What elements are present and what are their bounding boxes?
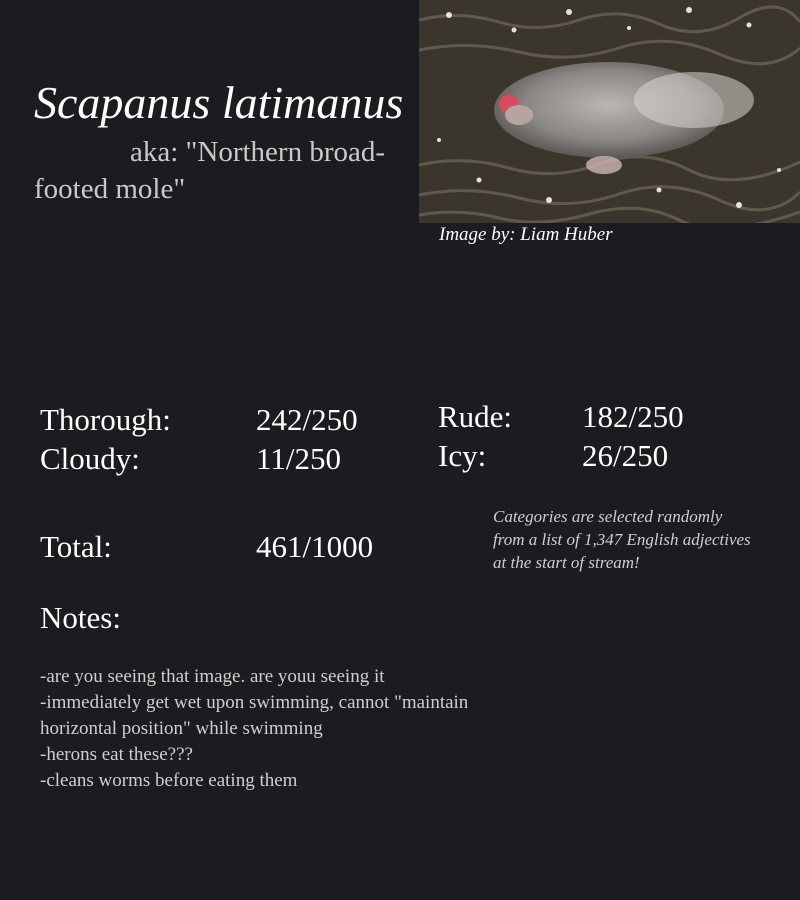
stat-cloudy-value: 11/250 (256, 441, 341, 476)
stat-icy-value: 26/250 (582, 438, 669, 473)
photo-credit: Image by: Liam Huber (439, 224, 613, 245)
stat-total-label: Total: (40, 529, 112, 564)
list-item: -herons eat these??? (40, 744, 193, 765)
stat-rude-value: 182/250 (582, 399, 684, 434)
list-item: -cleans worms before eating them (40, 770, 298, 791)
common-name: aka: "Northern broad-footed mole" (34, 136, 386, 205)
notes-list (40, 664, 540, 794)
stat-thorough-label: Thorough: (40, 402, 171, 437)
stat-thorough-value: 242/250 (256, 402, 358, 437)
list-item: -are you seeing that image. are youu seeing it (40, 666, 385, 687)
mole-photo (419, 0, 800, 223)
species-title: Scapanus latimanus (34, 77, 404, 128)
stat-rude-label: Rude: (438, 399, 513, 434)
stat-total-value: 461/1000 (256, 529, 374, 564)
stat-icy-label: Icy: (438, 438, 487, 473)
stat-cloudy-label: Cloudy: (40, 441, 140, 476)
notes-heading: Notes: (40, 600, 121, 635)
list-item: -immediately get wet upon swimming, cannot "maintain horizontal position" while swimming (40, 692, 469, 739)
category-note: Categories are selected randomly from a list of 1,347 English adjectives at the start of stream! (493, 507, 751, 572)
